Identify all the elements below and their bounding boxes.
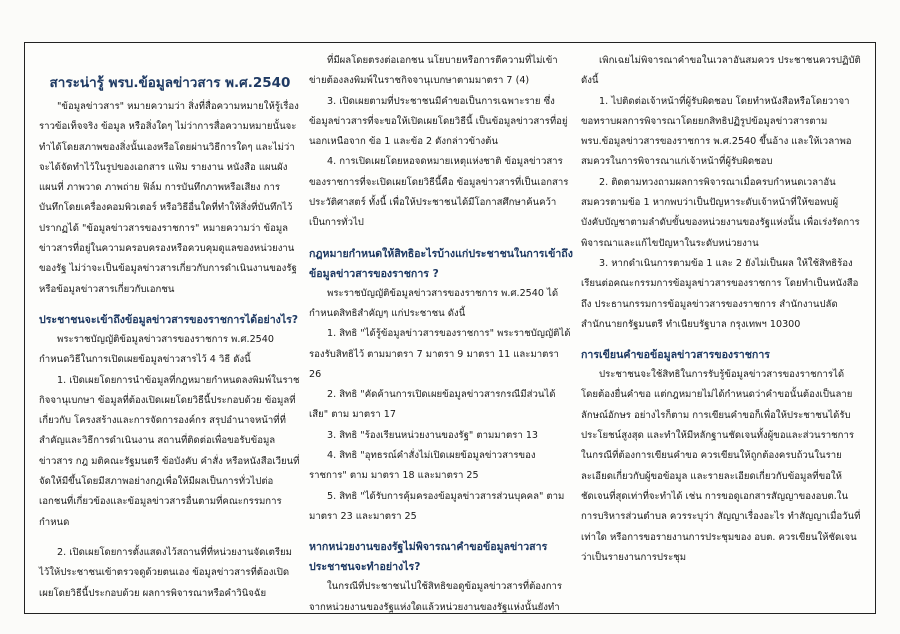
right-5-paragraph: 5. สิทธิ "ได้รับการคุ้มครองข้อมูลข่าวสารส่วนบุคคล" ตาม มาตรา 23 และมาตรา 25 <box>309 490 565 522</box>
column-2 <box>309 51 573 614</box>
section-heading-access: ประชาชนจะเข้าถึงข้อมูลข่าวสารของราชการได้อย่างไร? <box>39 313 299 326</box>
no-response-paragraph: ในกรณีที่ประชาชนไปใช้สิทธิขอดูข้อมูลข่าวสารที่ต้องการจากหน่วยงานของรัฐแห่งใดแล้วหน่วยงานของรัฐแห่งนั้นยังทำ <box>309 581 563 613</box>
page-title: สาระน่ารู้ พรบ.ข้อมูลข่าวสาร พ.ศ.2540 <box>49 75 291 91</box>
section-heading-no-response: หากหน่วยงานของรัฐไม่พิจารณาคำขอข้อมูลข่าวสาร ประชาชนจะทำอย่างไร? <box>309 541 548 574</box>
step-1-paragraph: 1. ไปติดต่อเจ้าหน้าที่ผู้รับผิดชอบ โดยทำหนังสือหรือโดยวาจา ขอทราบผลการพิจารณาโดยยกสิทธิปฏิรูปข้อมูลข่าวสารตาม พรบ.ข้อมูลข่าวสารของราชการ พ.ศ.2540 ขึ้นอ้าง และให้เวลาพอสมควรในการพิจารณาแก่เจ้าหน้าที่ผู้รับผิดชอบ <box>581 95 852 168</box>
definition-paragraph: "ข้อมูลข่าวสาร" หมายความว่า สิ่งที่สื่อความหมายให้รู้เรื่องราวข้อเท็จจริง ข้อมูล หรือสิ่งใดๆ ไม่ว่าการสื่อความหมายนั้นจะทำได้โดยสภาพของสิ่งนั้นเองหรือโดยผ่านวิธีการใดๆ และไม่ว่าจะได้จัดทำไว้ในรูปของเอกสาร แฟ้ม รายงาน หนังสือ แผนผัง แผนที่ ภาพวาด ภาพถ่าย ฟิล์ม การบันทึกภาพหรือเสียง การบันทึกโดยเครื่องคอมพิวเตอร์ หรือวิธีอื่นใดที่ทำให้สิ่งที่บันทึกไว้ปรากฏได้ "ข้อมูลข่าวสารของราชการ" หมายความว่า ข้อมูลข่าวสารที่อยู่ในความครอบครองหรือควบคุมดูแลของหน่วยงานของรัฐ ไม่ว่าจะเป็นข้อมูลข่าวสารเกี่ยวกับการดำเนินงานของรัฐหรือข้อมูลข่าวสารเกี่ยวกับเอกชน <box>39 101 299 295</box>
method-2-paragraph: 2. เปิดเผยโดยการตั้งแสดงไว้สถานที่ที่หน่วยงานจัดเตรียมไว้ให้ประชาชนเข้าตรวจดูด้วยตนเอง ข้อมูลข่าวสารที่ต้องเปิดเผยโดยวิธีนี้ประกอบด้วย ผลการพิจารณาหรือคำวินิจฉัย <box>39 546 292 599</box>
method-2-continued: ที่มีผลโดยตรงต่อเอกชน นโยบายหรือการตีความที่ไม่เข้าข่ายต้องลงพิมพ์ในราชกิจจานุเบกษาตามมาตรา 7 (4) <box>309 55 558 87</box>
right-2-paragraph: 2. สิทธิ "คัดค้านการเปิดเผยข้อมูลข่าวสารกรณีมีส่วนได้เสีย" ตาม มาตรา 17 <box>309 389 556 421</box>
method-4-paragraph: 4. การเปิดเผยโดยหอจดหมายเหตุแห่งชาติ ข้อมูลข่าวสารของราชการที่จะเปิดเผยโดยวิธีนี้คือ ข้อมูลข่าวสารที่เป็นเอกสารประวัติศาสตร์ ทั้งนี้ เพื่อให้ประชาชนได้มีโอกาสศึกษาค้นคว้าเป็นการทั่วไป <box>309 156 569 229</box>
rights-intro-paragraph: พระราชบัญญัติข้อมูลข่าวสารของราชการ พ.ศ.2540 ได้กำหนดสิทธิสำคัญๆ แก่ประชาชน ดังนี้ <box>309 287 559 319</box>
right-3-paragraph: 3. สิทธิ "ร้องเรียนหน่วยงานของรัฐ" ตามมาตรา 13 <box>327 429 539 441</box>
right-4-paragraph: 4. สิทธิ "อุทธรณ์คำสั่งไม่เปิดเผยข้อมูลข่าวสารของราชการ" ตาม มาตรา 18 และมาตรา 25 <box>309 450 536 482</box>
step-2-paragraph: 2. ติดตามทวงถามผลการพิจารณาเมื่อครบกำหนดเวลาอันสมควรตามข้อ 1 หากพบว่าเป็นปัญหาระดับเจ้าหน้าที่ให้ขอพบผู้บังคับบัญชาตามลำดับขั้นของหน่วยงานของรัฐแห่งนั้น เพื่อเร่งรัดการพิจารณาและแก้ไขปัญหาในระดับหน่วยงาน <box>581 176 860 249</box>
column-1 <box>39 73 301 604</box>
access-intro-paragraph: พระราชบัญญัติข้อมูลข่าวสารของราชการ พ.ศ.2540 กำหนดวิธีในการเปิดเผยข้อมูลข่าวสารไว้ 4 วิธี ดังนี้ <box>39 333 274 366</box>
right-1-paragraph: 1. สิทธิ "ได้รู้ข้อมูลข่าวสารของราชการ" พระราชบัญญัติได้รองรับสิทธิไว้ ตามมาตรา 7 มาตรา 9 มาตรา 11 และมาตรา 26 <box>309 328 571 380</box>
section-heading-rights: กฎหมายกำหนดให้สิทธิอะไรบ้างแก่ประชาชนในการเข้าถึงข้อมูลข่าวสารของราชการ ? <box>309 247 573 280</box>
step-3-paragraph: 3. หากดำเนินการตามข้อ 1 และ 2 ยังไม่เป็นผล ให้ใช้สิทธิร้องเรียนต่อคณะกรรมการข้อมูลข่าวสารของราชการ โดยทำเป็นหนังสือถึง ประธานกรรมการข้อมูลข่าวสารของราชการ สำนักงานปลัดสำนักนายกรัฐมนตรี ทำเนียบรัฐบาล กรุงเทพฯ 10300 <box>581 257 859 330</box>
spacer <box>581 335 861 345</box>
spacer <box>39 300 301 310</box>
request-writing-paragraph: ประชาชนจะใช้สิทธิในการรับรู้ข้อมูลข่าวสารของราชการได้โดยต้องยื่นคำขอ แต่กฎหมายไม่ได้กำหนดว่าคำขอนั้นต้องเป็นลายลักษณ์อักษร อย่างไรก็ตาม การเขียนคำขอก็เพื่อให้ประชาชนได้รับประโยชน์สูงสุด และทำให้มีหลักฐานชัดเจนทั้งผู้ขอและส่วนราชการ ในกรณีที่ต้องการเขียนคำขอ ควรเขียนให้ถูกต้องครบถ้วนในรายละเอียดเกี่ยวกับผู้ขอข้อมูล และรายละเอียดเกี่ยวกับข้อมูลที่ขอให้ชัดเจนที่สุดเท่าที่จะทำได้ เช่น การขอดูเอกสารสัญญาของอบต.ในการบริหารส่วนตำบล ควรระบุว่า สัญญาเรื่องอะไร ทำสัญญาเมื่อวันที่เท่าใด หรือการขอรายงานการประชุมของ อบต. ควรเขียนให้ชัดเจนว่าเป็นรายงานการประชุม <box>581 369 861 563</box>
spacer <box>309 527 573 537</box>
no-response-continued: เพิกเฉยไม่พิจารณาคำขอในเวลาอันสมควร ประชาชนควรปฏิบัติ ดังนี้ <box>581 55 861 87</box>
spacer <box>309 234 573 244</box>
document-frame <box>24 42 876 614</box>
method-1-paragraph: 1. เปิดเผยโดยการนำข้อมูลที่กฎหมายกำหนดลงพิมพ์ในราชกิจจานุเบกษา ข้อมูลที่ต้องเปิดเผยโดยวิธีนี้ประกอบด้วย ข้อมูลที่เกี่ยวกับ โครงสร้างและการจัดการองค์กร สรุปอำนาจหน้าที่ที่สำคัญและวิธีการดำเนินงาน สถานที่ติดต่อเพื่อขอรับข้อมูลข่าวสาร กฎ มติคณะรัฐมนตรี ข้อบังคับ คำสั่ง หรือหนังสือเวียนที่จัดให้มีขึ้นโดยมีสภาพอย่างกฎเพื่อให้มีผลเป็นการทั่วไปต่อเอกชนที่เกี่ยวข้องและข้อมูลข่าวสารอื่นตามที่คณะกรรมการกำหนด <box>39 374 300 528</box>
spacer <box>39 533 301 543</box>
column-3 <box>581 51 861 568</box>
method-3-paragraph: 3. เปิดเผยตามที่ประชาชนมีคำขอเป็นการเฉพาะราย ซึ่งข้อมูลข่าวสารที่จะขอให้เปิดเผยโดยวิธีนี้ เป็นข้อมูลข่าวสารที่อยู่นอกเหนือจาก ข้อ 1 และข้อ 2 ดังกล่าวข้างต้น <box>309 95 568 148</box>
section-heading-request-writing: การเขียนคำขอข้อมูลข่าวสารของราชการ <box>581 349 770 362</box>
